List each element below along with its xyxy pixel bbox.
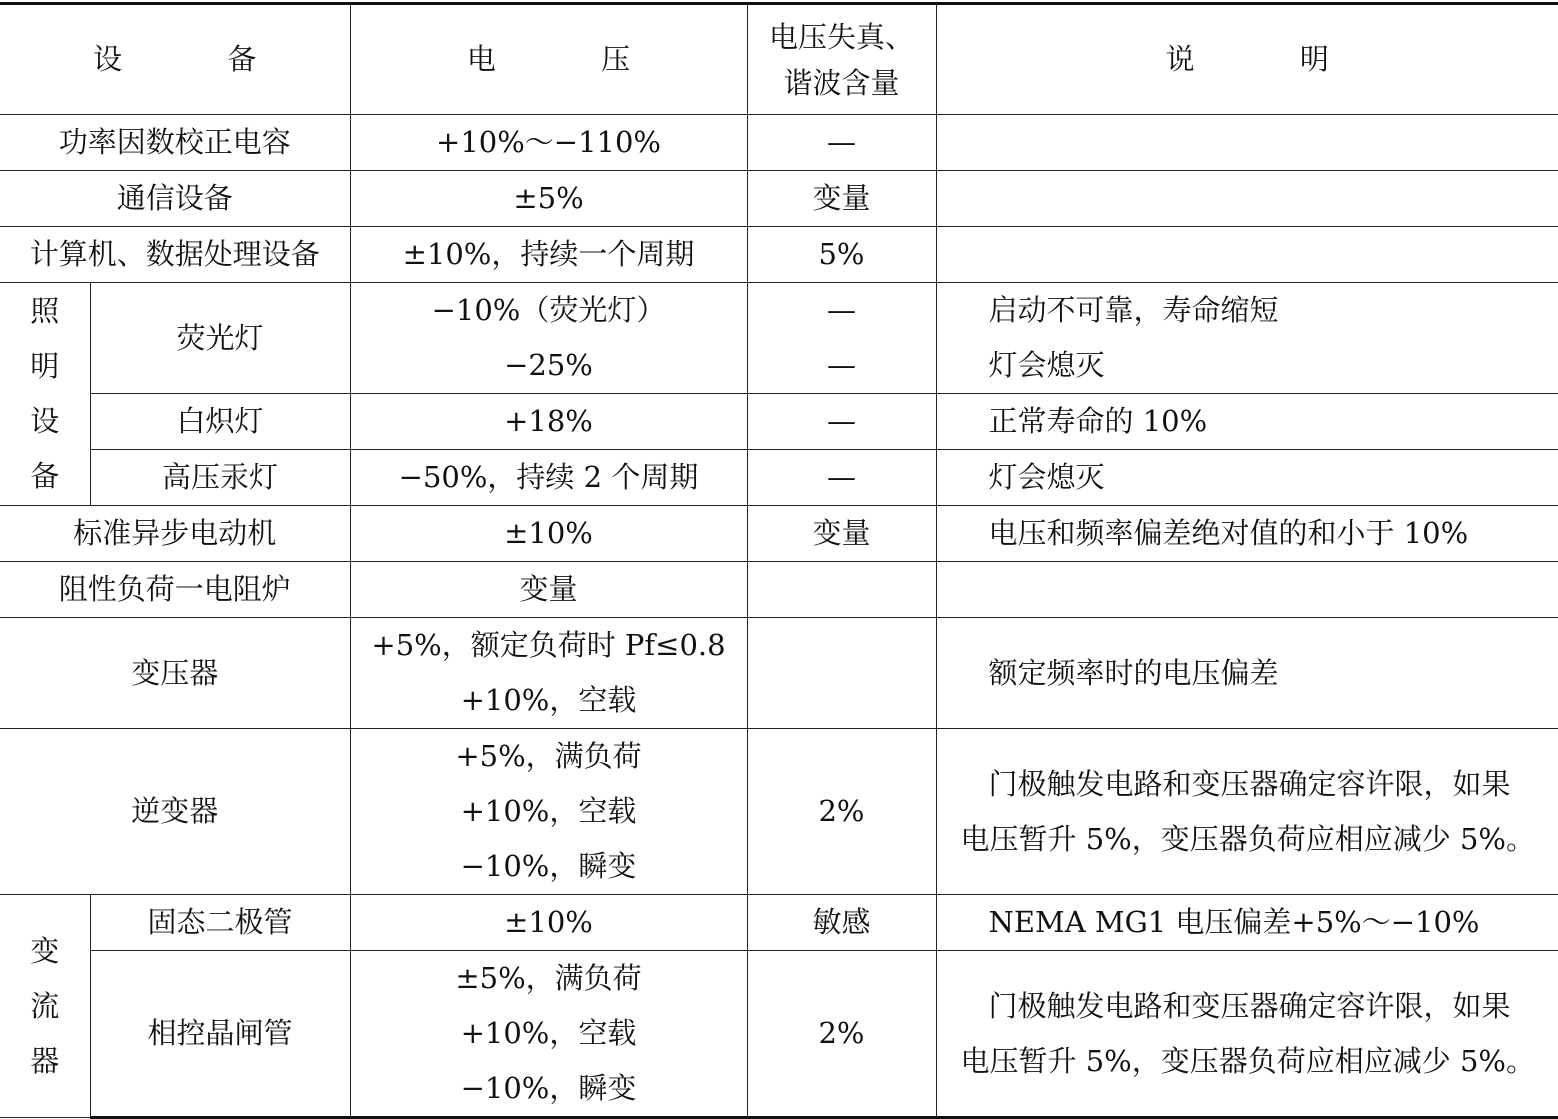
device-cell: 通信设备 bbox=[0, 171, 350, 227]
table-row bbox=[0, 115, 1558, 171]
device-cell: 白炽灯 bbox=[90, 394, 350, 450]
note-cell bbox=[936, 562, 1558, 618]
device-cell: 相控晶闸管 bbox=[90, 951, 350, 1118]
group-char: 照 bbox=[0, 284, 90, 339]
header-distortion bbox=[747, 4, 936, 115]
note-line: 电压暂升 5%，变压器负荷应相应减少 5%。 bbox=[961, 812, 1545, 867]
group-char: 流 bbox=[0, 979, 90, 1034]
distortion-cell: 2% bbox=[747, 729, 936, 895]
distortion-cell: — bbox=[747, 450, 936, 506]
device-cell: 高压汞灯 bbox=[90, 450, 350, 506]
voltage-cell: ±5% bbox=[350, 171, 747, 227]
voltage-cell bbox=[350, 951, 747, 1118]
voltage-line: +10%，空载 bbox=[351, 673, 747, 728]
distortion-cell: 变量 bbox=[747, 506, 936, 562]
device-cell: 荧光灯 bbox=[90, 283, 350, 394]
header-row bbox=[0, 4, 1558, 115]
header-distortion-line2: 谐波含量 bbox=[748, 60, 936, 106]
device-cell: 阻性负荷一电阻炉 bbox=[0, 562, 350, 618]
voltage-cell: ±10%，持续一个周期 bbox=[350, 227, 747, 283]
device-cell: 固态二极管 bbox=[90, 895, 350, 951]
group-label-converter bbox=[0, 895, 90, 1118]
voltage-cell: −50%，持续 2 个周期 bbox=[350, 450, 747, 506]
group-label-lighting bbox=[0, 283, 90, 506]
group-char: 设 bbox=[0, 394, 90, 449]
table-row bbox=[0, 951, 1558, 1118]
voltage-line: −25% bbox=[351, 338, 747, 393]
distortion-cell: 2% bbox=[747, 951, 936, 1118]
distortion-line: — bbox=[748, 338, 936, 393]
note-cell: 灯会熄灭 bbox=[936, 450, 1558, 506]
device-cell: 变压器 bbox=[0, 618, 350, 729]
table-row bbox=[0, 506, 1558, 562]
note-cell bbox=[936, 115, 1558, 171]
note-line: 门极触发电路和变压器确定容许限，如果 bbox=[961, 979, 1545, 1034]
distortion-cell: 变量 bbox=[747, 171, 936, 227]
group-char: 器 bbox=[0, 1034, 90, 1089]
table-row bbox=[0, 562, 1558, 618]
voltage-line: −10%（荧光灯） bbox=[351, 283, 747, 338]
header-device: 设 备 bbox=[0, 4, 350, 115]
distortion-cell: — bbox=[747, 115, 936, 171]
voltage-line: +10%，空载 bbox=[351, 1006, 747, 1061]
table-row bbox=[0, 895, 1558, 951]
note-cell bbox=[936, 171, 1558, 227]
header-voltage: 电 压 bbox=[350, 4, 747, 115]
distortion-cell bbox=[747, 562, 936, 618]
note-cell: NEMA MG1 电压偏差+5%～−10% bbox=[936, 895, 1558, 951]
distortion-cell bbox=[747, 618, 936, 729]
note-cell bbox=[936, 729, 1558, 895]
voltage-cell bbox=[350, 729, 747, 895]
note-cell: 正常寿命的 10% bbox=[936, 394, 1558, 450]
table-row bbox=[0, 618, 1558, 729]
table-row bbox=[0, 450, 1558, 506]
device-cell: 标准异步电动机 bbox=[0, 506, 350, 562]
distortion-cell: 敏感 bbox=[747, 895, 936, 951]
distortion-cell bbox=[747, 283, 936, 394]
device-cell: 计算机、数据处理设备 bbox=[0, 227, 350, 283]
distortion-cell: 5% bbox=[747, 227, 936, 283]
table-row bbox=[0, 171, 1558, 227]
note-cell bbox=[936, 283, 1558, 394]
distortion-cell: — bbox=[747, 394, 936, 450]
table-row bbox=[0, 283, 1558, 394]
voltage-cell bbox=[350, 283, 747, 394]
voltage-line: +10%，空载 bbox=[351, 784, 747, 839]
equipment-voltage-table bbox=[0, 2, 1558, 1119]
voltage-cell: 变量 bbox=[350, 562, 747, 618]
note-cell: 额定频率时的电压偏差 bbox=[936, 618, 1558, 729]
distortion-line: — bbox=[748, 283, 936, 338]
note-line: 灯会熄灭 bbox=[989, 338, 1558, 393]
voltage-cell: ±10% bbox=[350, 506, 747, 562]
note-cell bbox=[936, 951, 1558, 1118]
device-cell: 功率因数校正电容 bbox=[0, 115, 350, 171]
voltage-cell: ±10% bbox=[350, 895, 747, 951]
header-note: 说 明 bbox=[936, 4, 1558, 115]
note-line: 启动不可靠，寿命缩短 bbox=[989, 283, 1558, 338]
note-line: 电压暂升 5%，变压器负荷应相应减少 5%。 bbox=[961, 1034, 1545, 1089]
group-char: 备 bbox=[0, 449, 90, 504]
voltage-cell: +10%～−110% bbox=[350, 115, 747, 171]
group-char: 变 bbox=[0, 924, 90, 979]
voltage-cell bbox=[350, 618, 747, 729]
device-cell: 逆变器 bbox=[0, 729, 350, 895]
header-distortion-line1: 电压失真、 bbox=[748, 14, 936, 60]
voltage-line: +5%，满负荷 bbox=[351, 729, 747, 784]
table-row bbox=[0, 227, 1558, 283]
voltage-line: −10%，瞬变 bbox=[351, 1061, 747, 1116]
group-char: 明 bbox=[0, 339, 90, 394]
voltage-cell: +18% bbox=[350, 394, 747, 450]
table-row bbox=[0, 394, 1558, 450]
note-line: 门极触发电路和变压器确定容许限，如果 bbox=[961, 757, 1545, 812]
voltage-line: +5%，额定负荷时 Pf≤0.8 bbox=[351, 618, 747, 673]
note-cell: 电压和频率偏差绝对值的和小于 10% bbox=[936, 506, 1558, 562]
table-row bbox=[0, 729, 1558, 895]
voltage-line: −10%，瞬变 bbox=[351, 839, 747, 894]
voltage-line: ±5%，满负荷 bbox=[351, 951, 747, 1006]
note-cell bbox=[936, 227, 1558, 283]
